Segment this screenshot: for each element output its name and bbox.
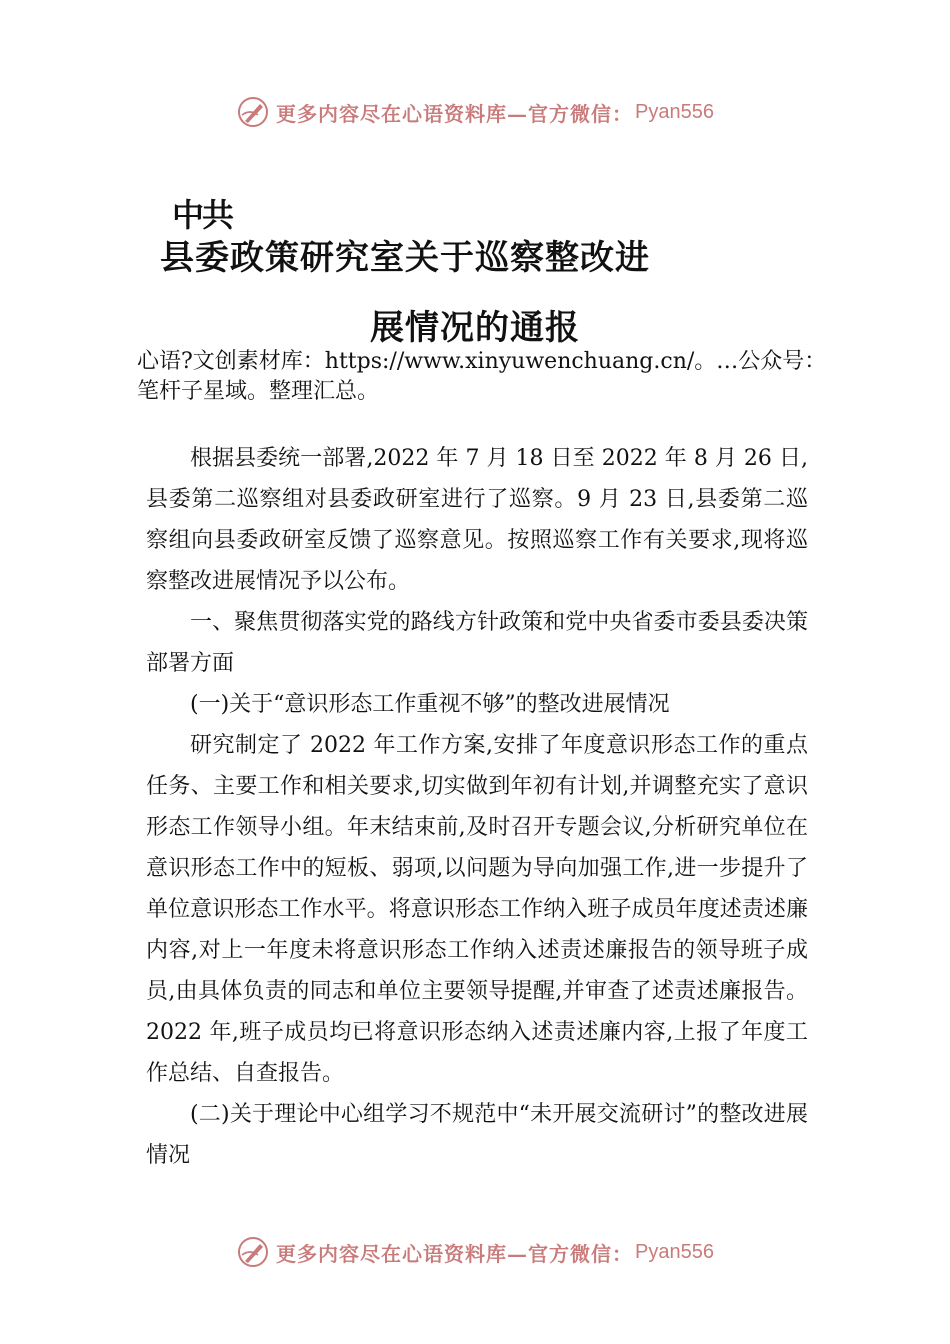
title-prefix: 中共: [172, 196, 233, 234]
watermark-text: 更多内容尽在心语资料库—官方微信：: [276, 1241, 634, 1266]
header-watermark: [0, 92, 950, 132]
document-body: [146, 438, 808, 1176]
footer-watermark: [0, 1232, 950, 1272]
paragraph: 研究制定了 2022 年工作方案,安排了年度意识形态工作的重点任务、主要工作和相关要求,切实做到年初有计划,并调整充实了意识形态工作领导小组。年末结束前,及时召开专题会议,分析研究单位在意识形态工作中的短板、弱项,以问题为导向加强工作,进一步提升了单位意识形态工作水平。将意识形态工作纳入班子成员年度述责述廉内容,对上一年度未将意识形态工作纳入述责述廉报告的领导班子成员,由具体负责的同志和单位主要领导提醒,并审查了述责述廉报告。2022 年,班子成员均已将意识形态纳入述责述廉内容,上报了年度工作总结、自查报告。: [146, 733, 808, 1086]
subsection-heading: (二)关于理论中心组学习不规范中“未开展交流研讨”的整改进展情况: [146, 1102, 808, 1168]
title-line-2: 展情况的通报: [370, 308, 580, 348]
watermark-text: 更多内容尽在心语资料库—官方微信：: [276, 101, 634, 126]
pen-logo-icon: [236, 1235, 270, 1269]
paragraph: 根据县委统一部署,2022 年 7 月 18 日至 2022 年 8 月 26 日,县委第二巡察组对县委政研室进行了巡察。9 月 23 日,县委第二巡察组向县委政研室反馈了巡察意见。按照巡察工作有关要求,现将巡察整改进展情况予以公布。: [146, 446, 808, 594]
section-heading: 一、聚焦贯彻落实党的路线方针政策和党中央省委市委县委决策部署方面: [146, 610, 808, 676]
title-line-1: 县委政策研究室关于巡察整改进: [160, 238, 650, 278]
watermark-wechat-id: Pyan556: [635, 100, 714, 123]
watermark-wechat-id: Pyan556: [635, 1240, 714, 1263]
source-note: 心语?文创素材库：https://www.xinyuwenchuang.cn/。…公众号：笔杆子星域。整理汇总。: [137, 349, 827, 404]
subsection-heading: (一)关于“意识形态工作重视不够”的整改进展情况: [190, 692, 670, 717]
pen-logo-icon: [236, 95, 270, 129]
